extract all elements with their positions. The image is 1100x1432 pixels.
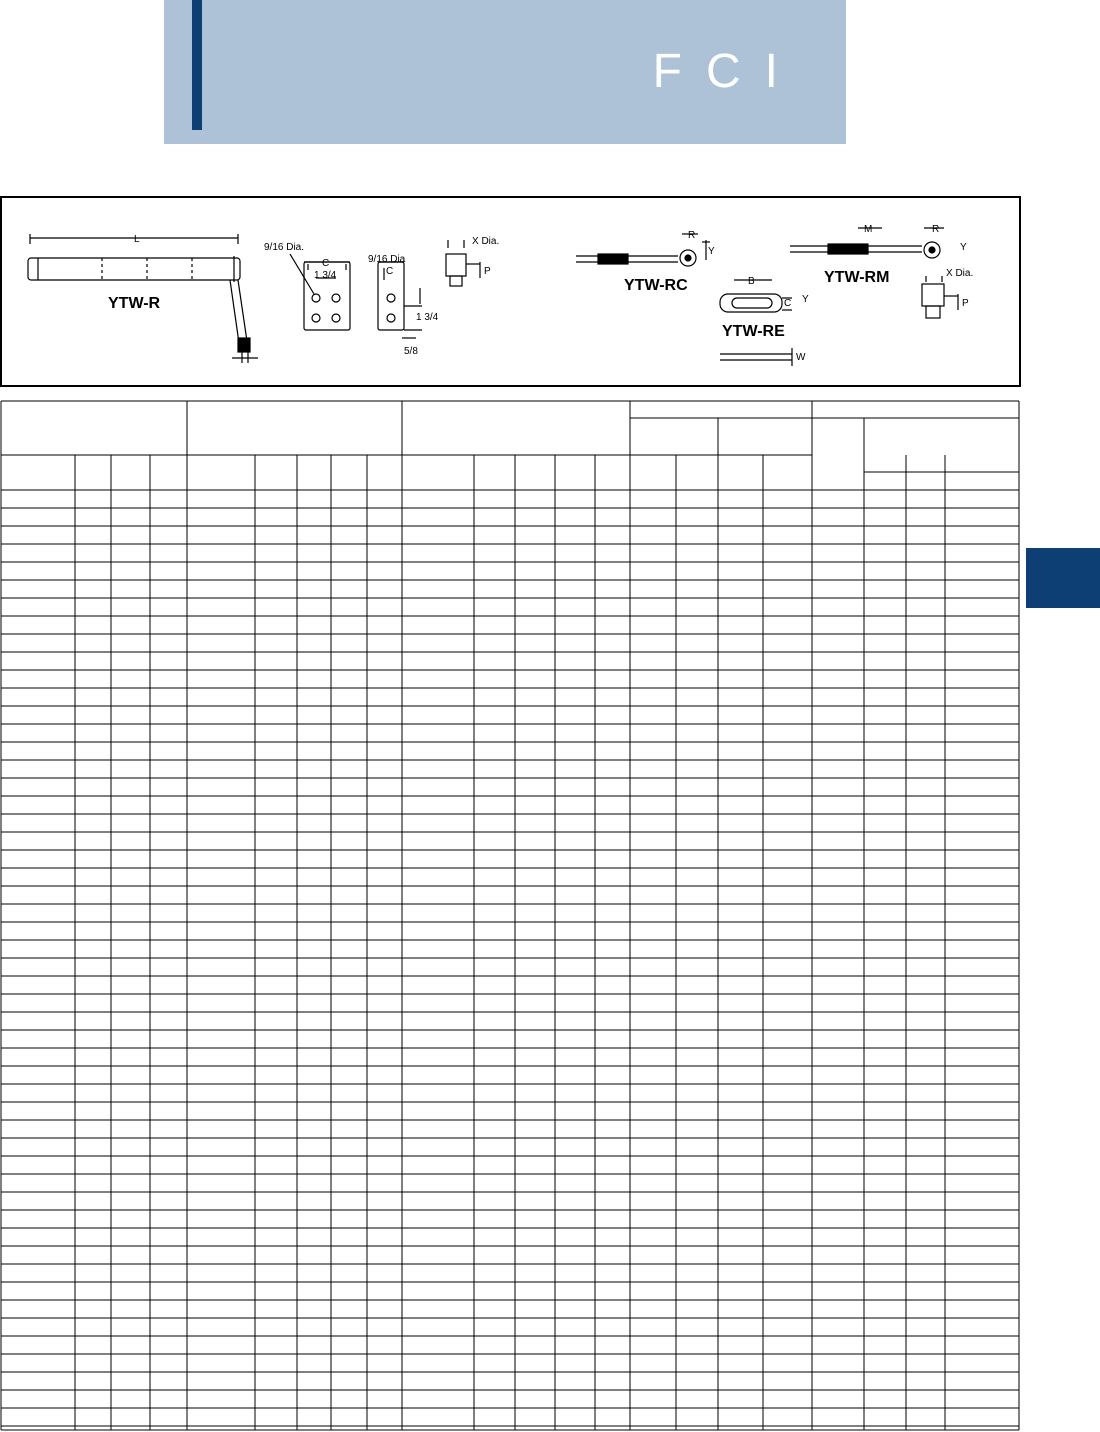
header-banner (164, 0, 846, 144)
ytw-rm-m-label: M (864, 224, 873, 235)
ytw-re-w-label: W (796, 352, 806, 363)
stud-xdia-label: X Dia. (472, 236, 500, 247)
one-col-dia-label: 9/16 Dia (368, 254, 406, 265)
ytw-re-b-label: B (748, 276, 755, 287)
ytw-rm-r-label: R (932, 224, 940, 235)
two-hole-pad-drawing (290, 254, 350, 330)
specification-table-grid (0, 400, 1020, 1432)
two-hole-c-label: C (322, 258, 330, 269)
two-hole-dia-label: 9/16 Dia. (264, 242, 305, 253)
section-tab (1026, 548, 1100, 608)
ytw-rc-r-label: R (688, 230, 696, 241)
ytw-rc-y-label: Y (708, 246, 715, 257)
ytw-rm-label: YTW-RM (824, 269, 890, 286)
ytw-re-y-label: Y (802, 294, 809, 305)
ytw-re-c-label: C (784, 298, 792, 309)
two-hole-spacing-label: 1 3/4 (314, 270, 337, 281)
ytw-rm-p-label: P (962, 298, 969, 309)
one-col-h-label: 1 3/4 (416, 312, 439, 323)
ytw-rm-xdia-label: X Dia. (946, 268, 974, 279)
banner-accent-bar (192, 0, 202, 130)
dim-l-label: L (134, 234, 140, 245)
one-col-c-label: C (386, 266, 394, 277)
specification-table (0, 400, 1020, 1432)
brand-logo: FCI (652, 45, 802, 98)
one-col-b-label: 5/8 (404, 346, 418, 357)
connector-diagrams-panel (0, 196, 1021, 387)
ytw-re-label: YTW-RE (722, 323, 785, 340)
connector-diagrams (2, 198, 1019, 385)
ytw-r-label: YTW-R (108, 295, 161, 312)
stud-p-label: P (484, 266, 491, 277)
one-column-pad-drawing (378, 262, 422, 338)
ytw-rc-label: YTW-RC (624, 277, 688, 294)
ytw-rm-y-label: Y (960, 242, 967, 253)
